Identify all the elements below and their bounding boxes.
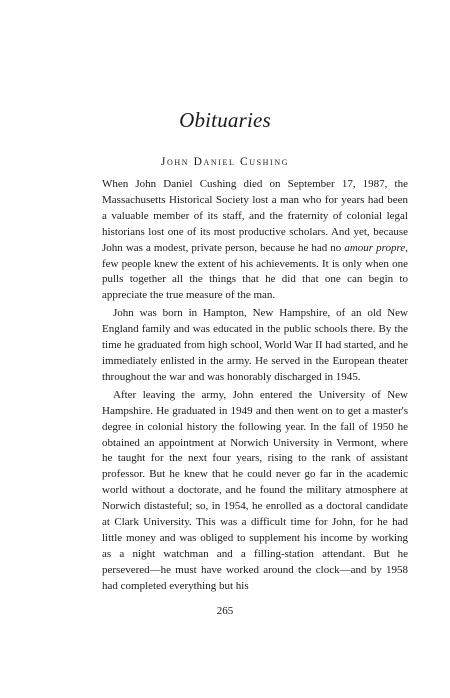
paragraph-1-italic-phrase: amour propre [344, 241, 406, 254]
page-number: 265 [216, 605, 234, 617]
obituary-body [102, 177, 408, 597]
obituary-heading: John Daniel Cushing [160, 156, 290, 168]
paragraph-1-text-b: , few people knew the extent of his achievements. It is only when one pulls together all the things that he did that one can begin to appreciate the true measure of the man. [102, 241, 408, 302]
paragraph-1 [102, 177, 408, 304]
paragraph-2: John was born in Hampton, New Hampshire, of an old New England family and was educated in the public schools there. By the time he graduated from high school, World War II had started, and he immediately enlisted in the army. He served in the European theater throughout the war and was honorably discharged in 1945. [102, 307, 408, 383]
paragraph-1-text-a: When John Daniel Cushing died on September 17, 1987, the Massachusetts Historical Society lost a man who for years had been a valuable member of its staff, and the fraternity of colonial legal historians lost one of its most productive scholars. And yet, because John was a modest, private person, because he had no [102, 178, 408, 254]
section-title: Obituaries [179, 108, 271, 132]
paragraph-3: After leaving the army, John entered the University of New Hampshire. He graduated in 1949 and then went on to get a master's degree in colonial history the following year. In the fall of 1950 he obtained an appointment at Norwich University in Vermont, where he taught for the next four years, rising to the rank of assistant professor. But he knew that he could never go far in the academic world without a doctorate, and he found the military atmosphere at Norwich distasteful; so, in 1954, he enrolled as a doctoral candidate at Clark University. This was a difficult time for John, for he had little money and was obliged to supplement his income by working as a night watchman and a filling-station attendant. But he persevered—he must have worked around the clock—and by 1958 had completed everything but his [102, 388, 408, 592]
